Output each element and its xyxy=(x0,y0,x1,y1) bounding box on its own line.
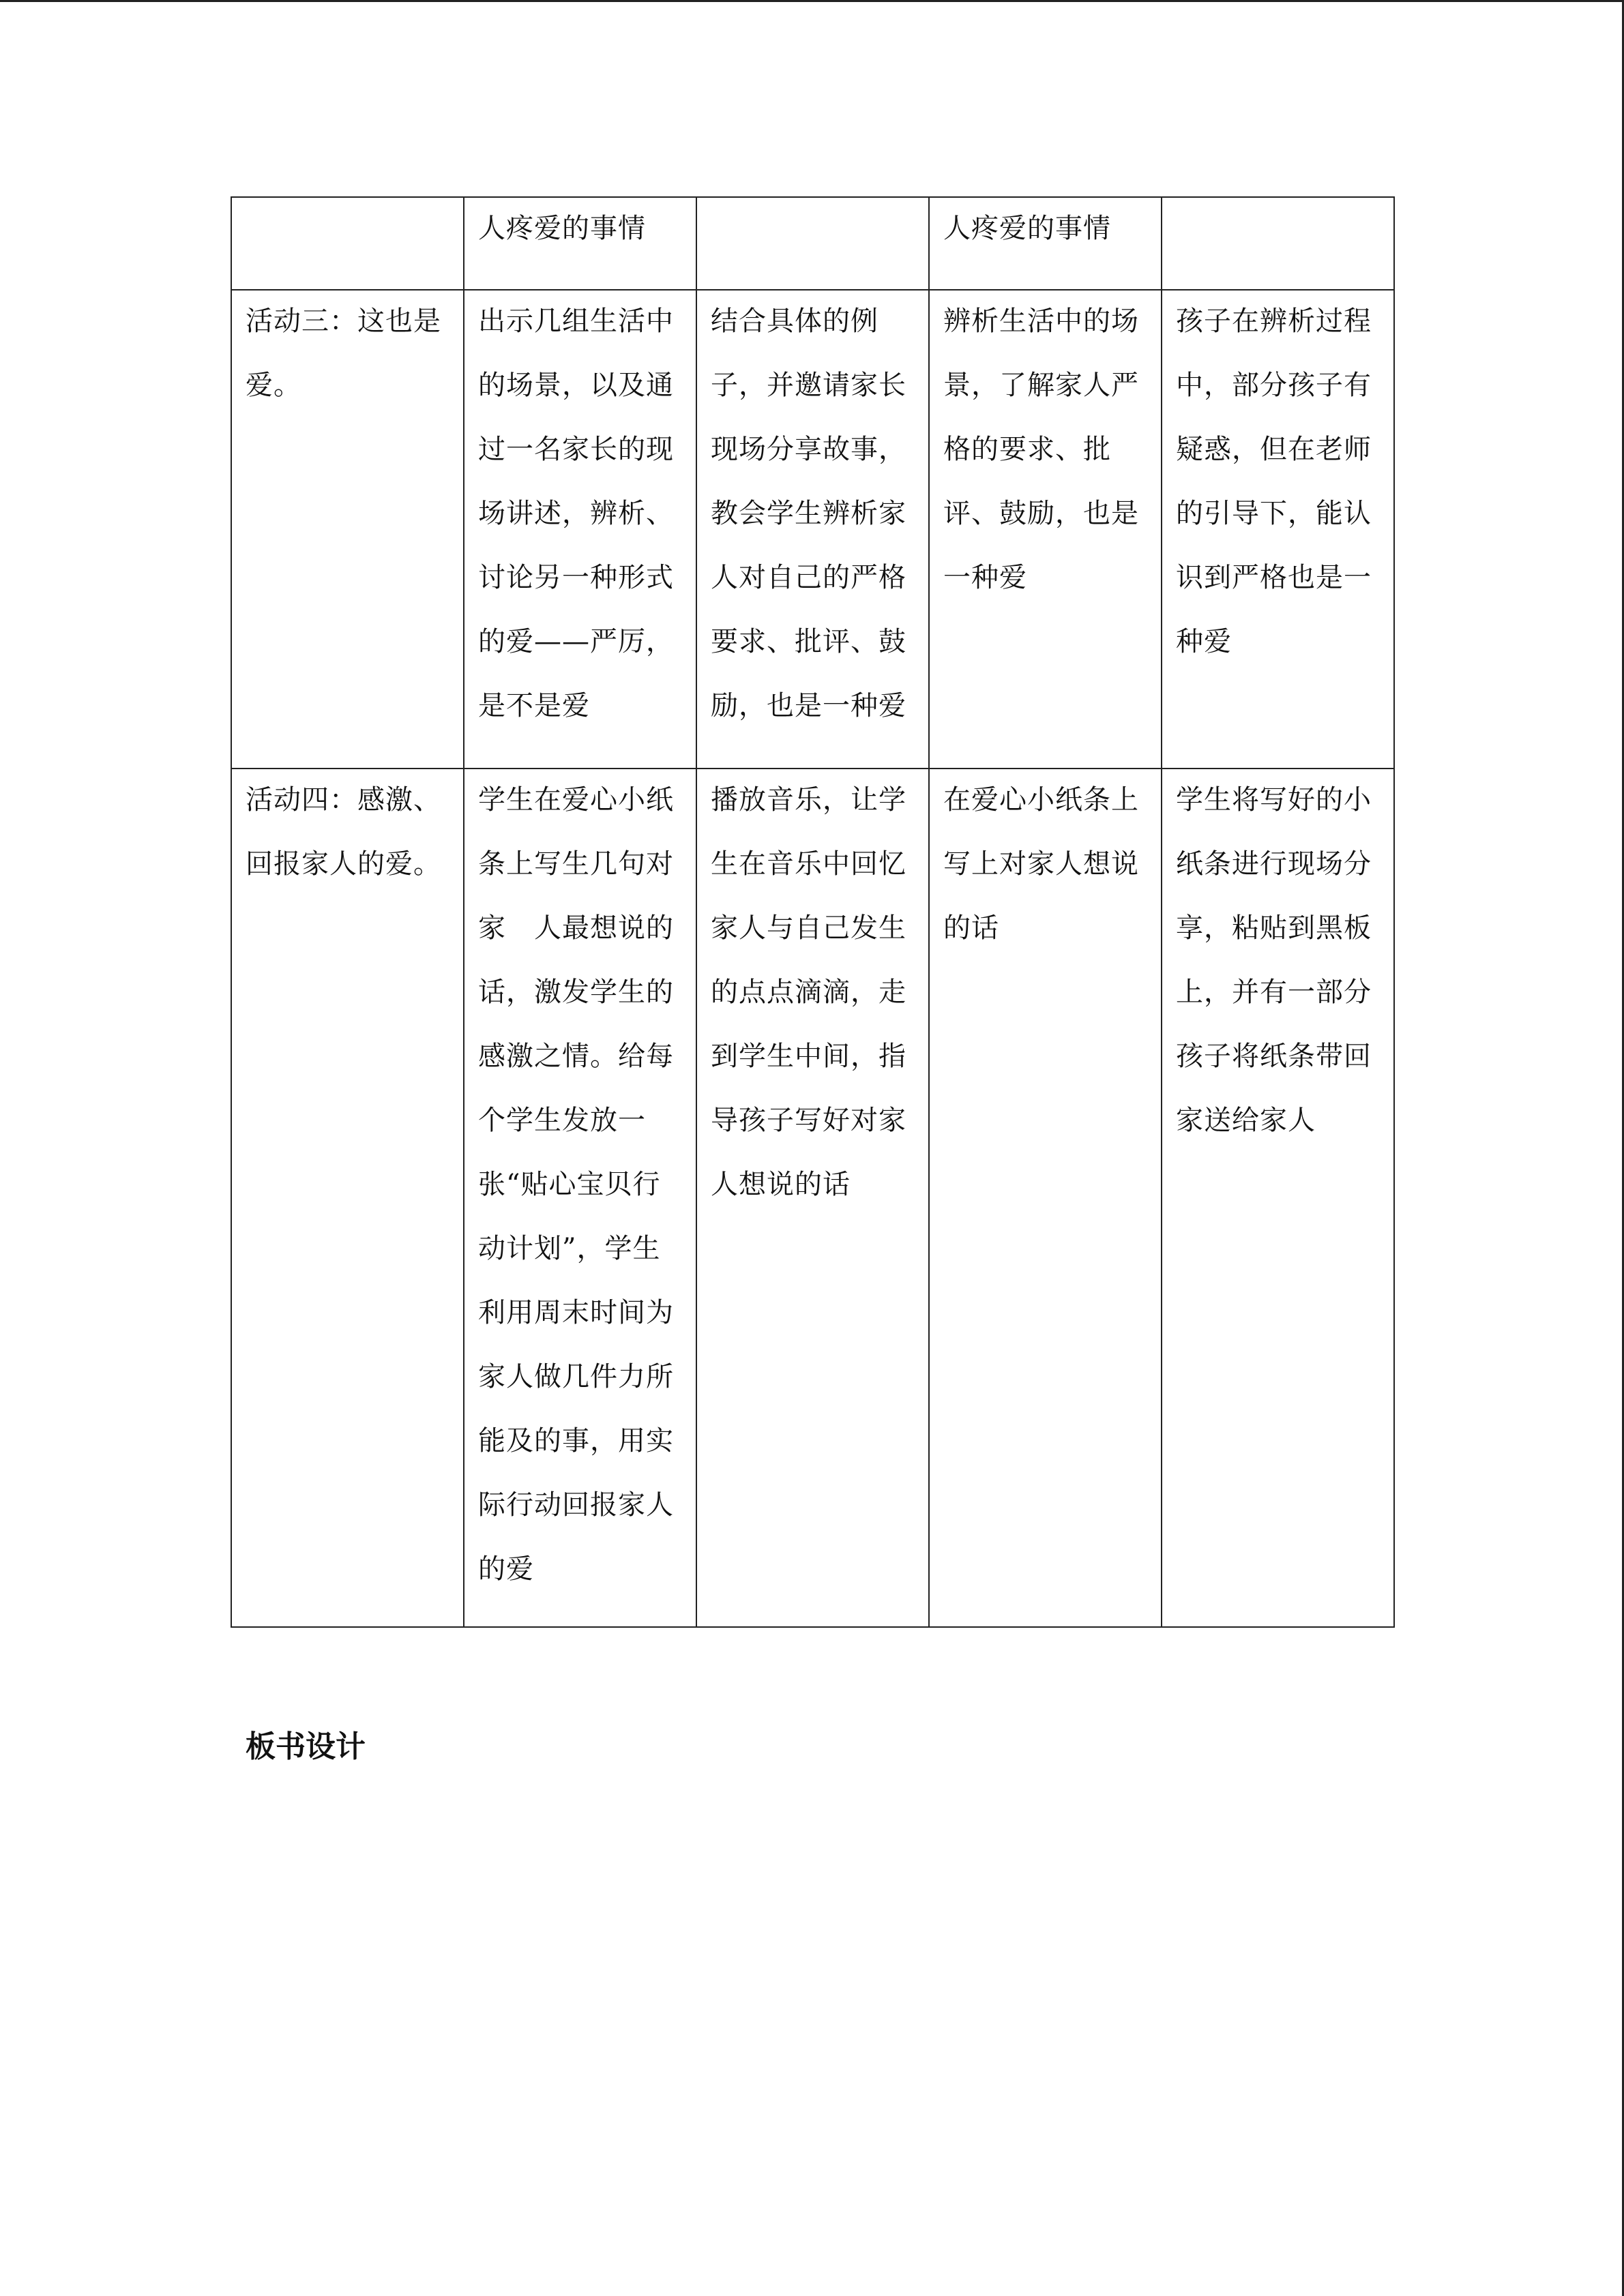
page-top-border xyxy=(0,0,1624,2)
cell-text: 出示几组生活中的场景，以及通过一名家长的现场讲述，辨析、讨论另一种形式的爱——严厉，是不是爱 xyxy=(478,305,674,721)
cell-text: 活动四：感激、回报家人的爱。 xyxy=(246,784,441,880)
cell-text: 孩子在辨析过程中，部分孩子有疑惑，但在老师的引导下，能认识到严格也是一种爱 xyxy=(1176,305,1372,657)
table-cell xyxy=(696,769,929,1627)
table-cell xyxy=(696,197,929,290)
cell-text: 人疼爱的事情 xyxy=(943,213,1111,244)
table-cell xyxy=(1162,197,1394,290)
cell-text: 辨析生活中的场景，了解家人严格的要求、批评、鼓励，也是一种爱 xyxy=(943,305,1139,593)
cell-text: 学生在爱心小纸条上写生几句对家 人最想说的话，激发学生的感激之情。给每个学生发放一张“贴心宝贝行动计划”，学生利用周末时间为家人做几件力所能及的事，用实际行动回报家人的爱 xyxy=(478,784,674,1585)
table-cell xyxy=(929,197,1162,290)
cell-text: 学生将写好的小纸条进行现场分享，粘贴到黑板上，并有一部分孩子将纸条带回家送给家人 xyxy=(1176,784,1372,1136)
activity-name-cell xyxy=(231,290,464,769)
cell-text: 人疼爱的事情 xyxy=(478,213,646,244)
table-row xyxy=(231,290,1394,769)
table-cell xyxy=(696,290,929,769)
cell-text: 结合具体的例子，并邀请家长现场分享故事，教会学生辨析家人对自己的严格要求、批评、鼓励，也是一种爱 xyxy=(711,305,906,721)
section-heading: 板书设计 xyxy=(246,1729,366,1764)
table-cell xyxy=(1162,290,1394,769)
table-cell xyxy=(464,769,696,1627)
table-row xyxy=(231,197,1394,290)
table-cell xyxy=(464,290,696,769)
table-cell xyxy=(231,197,464,290)
activity-table xyxy=(231,196,1395,1628)
table-row xyxy=(231,769,1394,1627)
table-cell xyxy=(929,769,1162,1627)
cell-text: 活动三：这也是爱。 xyxy=(246,305,441,401)
table-cell xyxy=(1162,769,1394,1627)
cell-text: 播放音乐，让学生在音乐中回忆家人与自己发生的点点滴滴，走到学生中间，指导孩子写好对家人想说的话 xyxy=(711,784,906,1200)
cell-text: 在爱心小纸条上写上对家人想说的话 xyxy=(943,784,1139,944)
table-cell xyxy=(464,197,696,290)
activity-name-cell xyxy=(231,769,464,1627)
table-cell xyxy=(929,290,1162,769)
